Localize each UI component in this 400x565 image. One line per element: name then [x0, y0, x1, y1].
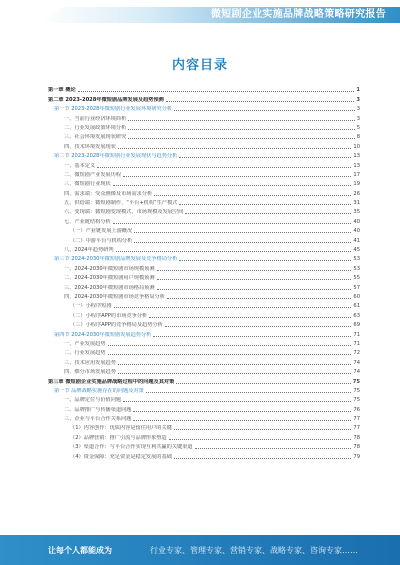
toc-entry[interactable] [48, 338, 360, 347]
toc-entry[interactable] [48, 169, 360, 178]
toc-entry-title: 三、技术应用发展趋势 [64, 359, 116, 366]
toc-entry[interactable] [48, 131, 360, 140]
toc-leader-dots [113, 223, 352, 224]
toc-leader-dots [167, 298, 351, 299]
toc-entry[interactable] [48, 206, 360, 215]
toc-leader-dots [128, 120, 354, 121]
toc-entry-page: 35 [353, 209, 360, 216]
toc-leader-dots [134, 242, 351, 243]
toc-entry-title: 四、需求端：受众画像及市场需求分析 [64, 190, 153, 197]
toc-entry-page: 10 [353, 143, 360, 150]
toc-entry-title: 第四节 2024-2030年微短剧发展趋势分析 [54, 331, 152, 338]
toc-entry-page: 55 [353, 275, 360, 282]
toc-entry-title: 第二节 2023-2028年微短剧行业发展现状与趋势分析 [54, 153, 178, 160]
toc-entry[interactable] [48, 253, 360, 262]
toc-entry-title: 第一章 概论 [48, 87, 76, 94]
toc-leader-dots [116, 251, 352, 252]
toc-entry[interactable] [48, 413, 360, 422]
toc-entry[interactable] [48, 215, 360, 224]
toc-entry[interactable] [48, 366, 360, 375]
toc-leader-dots [97, 167, 351, 168]
toc-entry-title: 二、行业发展趋势 [64, 350, 106, 357]
toc-entry-title: （2）品牌营销：推广引流与品牌形象塑造 [70, 434, 167, 441]
toc-entry-page: 53 [353, 256, 360, 263]
toc-leader-dots [176, 383, 350, 384]
toc-leader-dots [179, 157, 351, 158]
toc-entry-page: 13 [353, 153, 360, 160]
toc-entry[interactable] [48, 291, 360, 300]
toc-leader-dots [123, 401, 351, 402]
toc-entry-title: 第一节 2023-2028年微短剧行业发展环境研究分析 [54, 106, 173, 113]
toc-entry-page: 74 [353, 369, 360, 376]
toc-leader-dots [108, 345, 352, 346]
toc-entry[interactable] [48, 159, 360, 168]
toc-entry[interactable] [48, 93, 360, 102]
toc-entry[interactable] [48, 328, 360, 337]
toc-entry-page: 75 [353, 397, 360, 404]
toc-entry-title: （一）小程序短剧 [70, 303, 112, 310]
toc-leader-dots [174, 110, 355, 111]
toc-entry-page: 45 [353, 247, 360, 254]
toc-entry-page: 53 [353, 265, 360, 272]
toc-entry-page: 8 [356, 134, 360, 141]
toc-entry-page: 71 [353, 331, 360, 338]
toc-entry-title: 二、微短剧产业发展历程 [64, 171, 122, 178]
toc-leader-dots [78, 91, 355, 92]
toc-entry-title: （二）中游平台与机构分析 [70, 237, 133, 244]
toc-entry-title: （3）渠道合作：与平台合作实现互利共赢的关键渠道 [70, 444, 193, 451]
toc-entry-page: 77 [353, 425, 360, 432]
toc-entry-page: 5 [356, 124, 360, 131]
toc-leader-dots [118, 373, 352, 374]
toc-entry[interactable] [48, 281, 360, 290]
toc-entry-page: 17 [353, 171, 360, 178]
toc-entry-title: 一、当前行业经济环境简析 [64, 115, 127, 122]
toc-leader-dots [128, 129, 354, 130]
toc-entry-title: （三）小程序APP的竞争格局及趋势分析 [70, 322, 163, 329]
toc-entry-page: 31 [353, 200, 360, 207]
toc-entry[interactable] [48, 122, 360, 131]
toc-entry[interactable] [48, 309, 360, 318]
toc-entry-page: 13 [353, 162, 360, 169]
toc-leader-dots [118, 148, 352, 149]
toc-entry-page: 60 [353, 293, 360, 300]
toc-entry-page: 40 [353, 228, 360, 235]
toc-leader-dots [157, 289, 352, 290]
toc-entry-page: 78 [353, 444, 360, 451]
toc-entry-title: 第二章 2023-2028年微短剧品牌发展及趋势预测 [48, 96, 164, 103]
toc-entry[interactable] [48, 394, 360, 403]
page-footer [0, 535, 400, 565]
toc-entry-title: 二、2024-2030年微短剧用户规模预测 [64, 275, 155, 282]
page-header [0, 0, 400, 30]
toc-leader-dots [153, 336, 351, 337]
toc-entry-page: 26 [353, 190, 360, 197]
toc-entry-title: 一、基本定义 [64, 162, 96, 169]
toc-entry[interactable] [48, 244, 360, 253]
toc-entry-title: 第三章 微短剧企业实施品牌战略过程中的问题及其对策 [48, 378, 175, 385]
toc-entry[interactable] [48, 300, 360, 309]
toc-entry-page: 41 [353, 237, 360, 244]
toc-leader-dots [179, 204, 351, 205]
toc-entry[interactable] [48, 187, 360, 196]
toc-entry[interactable] [48, 262, 360, 271]
toc-entry-page: 19 [353, 181, 360, 188]
toc-entry-page: 79 [353, 453, 360, 460]
toc-entry-title: 三、企业与平台合作关系问题 [64, 416, 132, 423]
toc-entry-page: 77 [353, 416, 360, 423]
toc-leader-dots [174, 429, 352, 430]
toc-entry-page: 75 [353, 387, 360, 394]
toc-leader-dots [185, 213, 351, 214]
toc-entry-page: 3 [356, 96, 360, 103]
toc-entry[interactable] [48, 178, 360, 187]
toc-leader-dots [157, 279, 352, 280]
toc-entry-title: （二）小程序APP的市场竞争分析 [70, 312, 148, 319]
toc-leader-dots [165, 326, 352, 327]
toc-entry-title: 六、变现端：微短剧变现模式、市场规模及发展空间 [64, 209, 184, 216]
table-of-contents [48, 84, 360, 460]
toc-entry-page: 69 [353, 322, 360, 329]
toc-entry-page: 76 [353, 406, 360, 413]
toc-entry-title: 五、供给端：微短剧制作、“平台+机构”生产模式 [64, 200, 178, 207]
toc-leader-dots [118, 364, 352, 365]
toc-entry[interactable] [48, 319, 360, 328]
toc-entry-title: （1）内容创作：优质内容是留住用户的关键 [70, 425, 172, 432]
toc-entry-page: 57 [353, 284, 360, 291]
toc-leader-dots [133, 420, 351, 421]
toc-entry[interactable] [48, 225, 360, 234]
toc-entry-title: 一、2024-2030年微短剧市场规模预测 [64, 265, 155, 272]
toc-entry[interactable] [48, 403, 360, 412]
toc-entry-title: 三、社会环境发展现状研究 [64, 134, 127, 141]
toc-entry-page: 1 [356, 87, 360, 94]
toc-entry[interactable] [48, 272, 360, 281]
toc-entry-page: 40 [353, 218, 360, 225]
toc-entry[interactable] [48, 375, 360, 384]
toc-leader-dots [195, 448, 352, 449]
toc-leader-dots [113, 185, 352, 186]
toc-leader-dots [123, 176, 351, 177]
toc-entry-title: 四、细分市场发展趋势 [64, 369, 116, 376]
toc-entry-page: 61 [353, 303, 360, 310]
toc-entry-page: 63 [353, 312, 360, 319]
toc-leader-dots [174, 458, 352, 459]
toc-entry-title: 八、2024年趋势研判 [64, 247, 114, 254]
toc-leader-dots [166, 101, 355, 102]
report-title: 微短剧企业实施品牌战略策略研究报告 [210, 9, 386, 20]
toc-entry-page: 75 [352, 378, 360, 385]
toc-entry[interactable] [48, 431, 360, 440]
toc-entry[interactable] [48, 422, 360, 431]
toc-entry-title: 一、品牌定位与价值问题 [64, 397, 122, 404]
toc-entry-page: 72 [353, 350, 360, 357]
toc-entry[interactable] [48, 450, 360, 459]
toc-leader-dots [179, 260, 351, 261]
toc-entry-page: 3 [356, 106, 360, 113]
toc-entry-page: 78 [353, 434, 360, 441]
toc-entry-title: 四、2024-2030年微短剧市场竞争格局分析 [64, 293, 165, 300]
toc-entry[interactable] [48, 356, 360, 365]
toc-entry-title: 四、技术环境发展现状 [64, 143, 116, 150]
toc-entry-title: （一）产业链发展上游概况 [70, 228, 133, 235]
toc-entry-title: 一、产业发展趋势 [64, 340, 106, 347]
toc-leader-dots [169, 439, 352, 440]
toc-entry-title: 第三节 2024-2030年微短剧品牌发展及竞争格局分析 [54, 256, 178, 263]
toc-entry[interactable] [48, 197, 360, 206]
toc-entry[interactable] [48, 84, 360, 93]
toc-entry-title: 三、2024-2030年微短剧市场格局预测 [64, 284, 155, 291]
toc-entry[interactable] [48, 234, 360, 243]
toc-entry[interactable] [48, 150, 360, 159]
toc-leader-dots [128, 138, 354, 139]
toc-leader-dots [157, 270, 352, 271]
toc-entry-title: （4）资金保障：充足资金是稳定发展的基础 [70, 453, 172, 460]
toc-entry[interactable] [48, 347, 360, 356]
toc-entry-title: 三、微短剧行业现状 [64, 181, 111, 188]
toc-leader-dots [154, 195, 351, 196]
toc-heading: 内容目录 [171, 58, 228, 73]
toc-entry-title: 七、产业链结构分析 [64, 218, 111, 225]
toc-entry-title: 二、品牌推广与传播渠道问题 [64, 406, 132, 413]
toc-entry[interactable] [48, 103, 360, 112]
toc-entry-title: 二、行业发展政策环境分析 [64, 124, 127, 131]
toc-entry-page: 3 [356, 115, 360, 122]
toc-entry-page: 74 [353, 359, 360, 366]
toc-entry[interactable] [48, 385, 360, 394]
toc-leader-dots [108, 354, 352, 355]
toc-entry-page: 71 [353, 340, 360, 347]
toc-entry-title: 第一节 品牌战略实施存在的问题及对策 [54, 387, 144, 394]
toc-leader-dots [134, 232, 351, 233]
toc-leader-dots [149, 317, 351, 318]
footer-roles: 行业专家、管理专家、营销专家、战略专家、咨询专家…… [150, 545, 358, 555]
toc-entry[interactable] [48, 441, 360, 450]
toc-leader-dots [133, 411, 351, 412]
toc-leader-dots [146, 392, 352, 393]
toc-leader-dots [114, 307, 352, 308]
footer-slogan: 让每个人都能成为 [48, 545, 112, 555]
toc-entry[interactable] [48, 140, 360, 149]
toc-entry[interactable] [48, 112, 360, 121]
